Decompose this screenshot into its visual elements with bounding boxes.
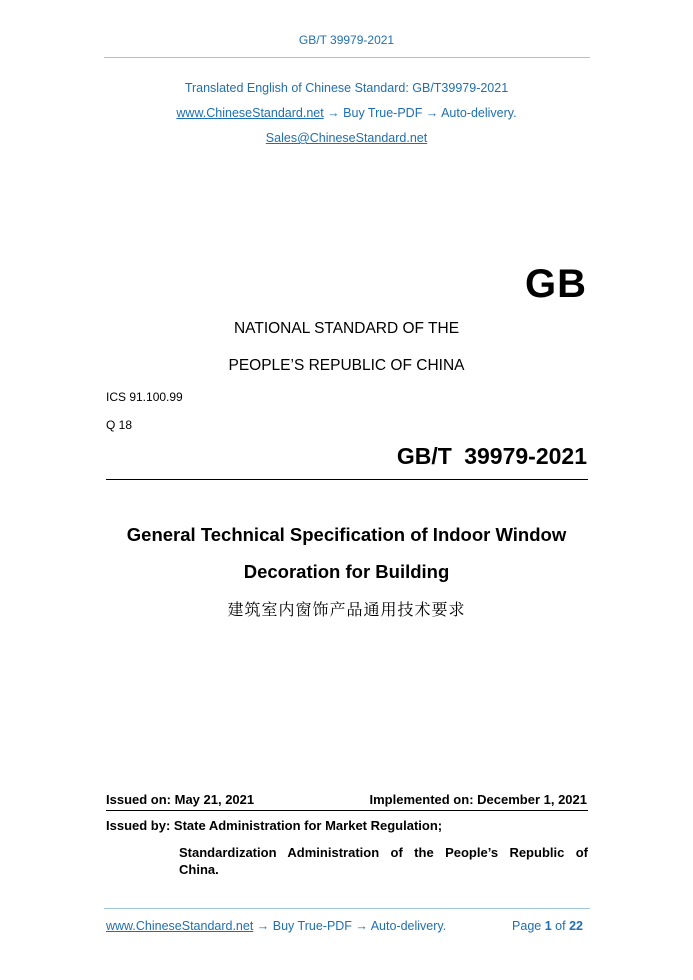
page-of: of (555, 919, 566, 933)
page-total: 22 (569, 919, 583, 933)
issued-on-date: Issued on: May 21, 2021 (106, 792, 255, 807)
footer-rule (104, 908, 590, 909)
footer-site-link[interactable]: www.ChineseStandard.net (106, 919, 254, 933)
issued-by-line-2: Standardization Administration of the People’s Republic of (179, 845, 588, 860)
translation-notice: Translated English of Chinese Standard: GB/T39979-2021 (184, 81, 509, 95)
implemented-on-date: Implemented on: December 1, 2021 (369, 792, 587, 807)
header-rule (104, 57, 590, 58)
national-standard-line-2: PEOPLE’S REPUBLIC OF CHINA (228, 357, 465, 374)
title-rule (106, 479, 588, 480)
national-standard-line-1: NATIONAL STANDARD OF THE (233, 320, 460, 337)
title-chinese: 建筑室内窗饰产品通用技术要求 (227, 600, 466, 619)
issue-rule (106, 810, 588, 811)
ics-code: ICS 91.100.99 (106, 390, 183, 404)
page-label: Page (512, 919, 542, 933)
title-line-2: Decoration for Building (243, 561, 450, 582)
standard-number: GB/T 39979-2021 (396, 443, 587, 469)
footer-buy-text: → Buy True-PDF → Auto-delivery. (253, 919, 447, 933)
classification-code: Q 18 (106, 418, 133, 432)
page-indicator (512, 919, 583, 933)
title-line-1: General Technical Specification of Indoor Window (126, 524, 567, 545)
header-standard-code: GB/T 39979-2021 (298, 33, 395, 47)
site-link[interactable]: www.ChineseStandard.net (176, 106, 324, 120)
issued-by-line-3: China. (179, 862, 219, 877)
issued-by: Issued by: State Administration for Market Regulation; (106, 818, 443, 833)
sales-line (0, 131, 693, 145)
page-current: 1 (544, 919, 552, 933)
buy-text: → Buy True-PDF → Auto-delivery. (323, 106, 517, 120)
footer-buy-line (106, 919, 446, 933)
buy-line (0, 106, 693, 120)
gb-mark: GB (525, 262, 587, 306)
sales-email-link[interactable]: Sales@ChineseStandard.net (265, 131, 428, 145)
